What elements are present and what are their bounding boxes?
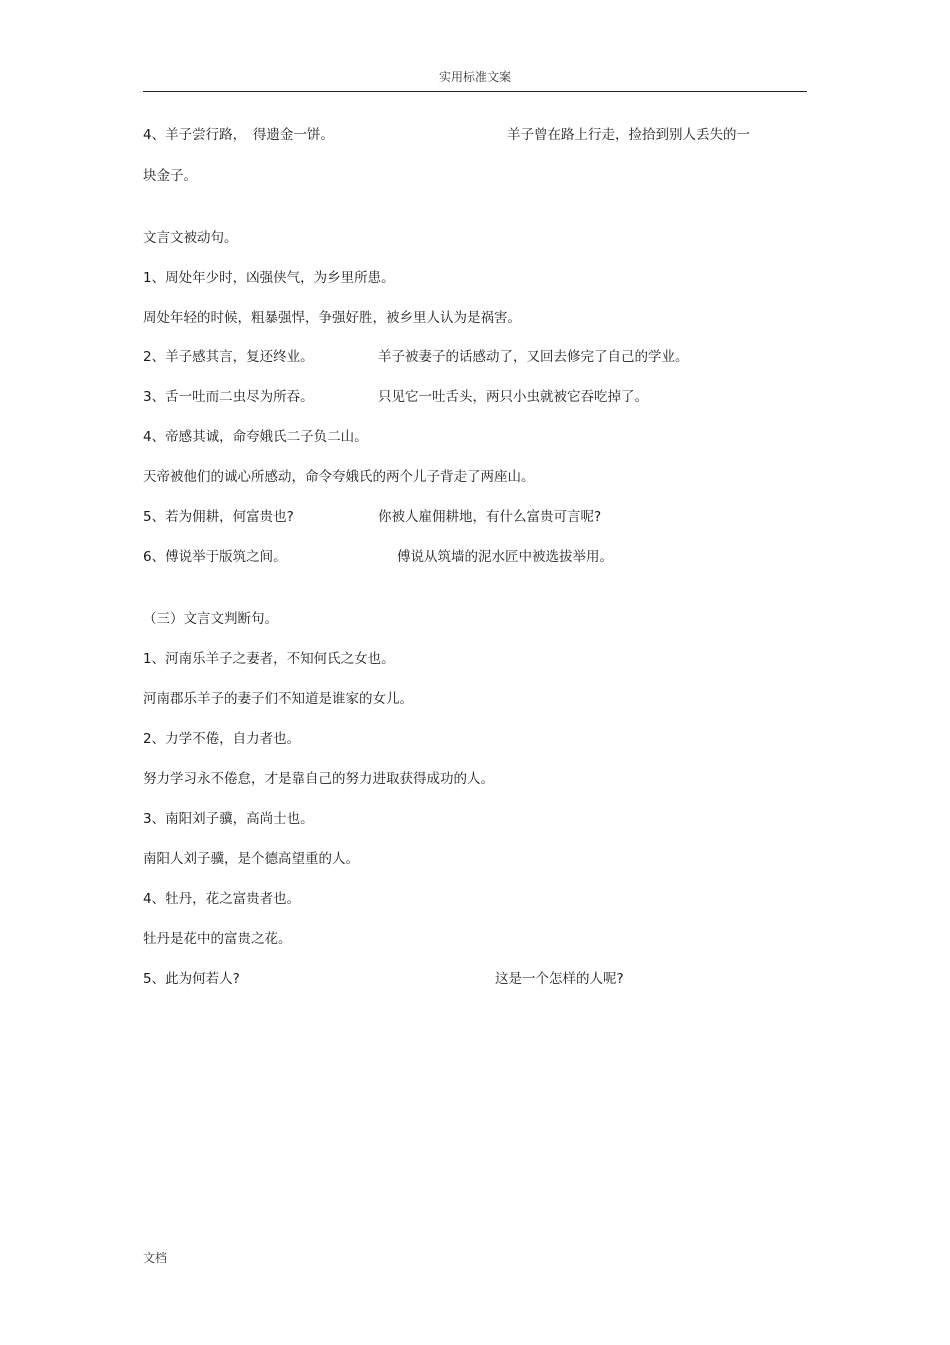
judgment-item-3-source: 3、南阳刘子骥，高尚士也。 bbox=[143, 811, 314, 827]
judgment-heading: （三）文言文判断句。 bbox=[143, 611, 278, 627]
passive-item-5-translation: 你被人雇佣耕地，有什么富贵可言呢? bbox=[378, 509, 602, 525]
passive-item-3-translation: 只见它一吐舌头，两只小虫就被它吞吃掉了。 bbox=[378, 389, 648, 405]
judgment-item-2-translation: 努力学习永不倦怠，才是靠自己的努力进取获得成功的人。 bbox=[143, 771, 494, 787]
judgment-item-1-translation: 河南郡乐羊子的妻子们不知道是谁家的女儿。 bbox=[143, 691, 413, 707]
passive-item-2-source: 2、羊子感其言，复还终业。 bbox=[143, 349, 314, 365]
header-divider bbox=[143, 91, 807, 92]
top-item-source: 4、羊子尝行路， 得遗金一饼。 bbox=[143, 127, 334, 143]
top-item-translation-cont: 块金子。 bbox=[143, 168, 197, 184]
passive-item-3-source: 3、舌一吐而二虫尽为所吞。 bbox=[143, 389, 314, 405]
passive-item-5-source: 5、若为佣耕，何富贵也? bbox=[143, 509, 294, 525]
page-header: 实用标准文案 bbox=[438, 70, 511, 84]
passive-item-6-translation: 傅说从筑墙的泥水匠中被选拔举用。 bbox=[397, 549, 613, 565]
passive-item-4-source: 4、帝感其诚，命夸娥氏二子负二山。 bbox=[143, 429, 368, 445]
passive-item-2-translation: 羊子被妻子的话感动了，又回去修完了自己的学业。 bbox=[378, 349, 689, 365]
judgment-item-3-translation: 南阳人刘子骥，是个德高望重的人。 bbox=[143, 851, 359, 867]
passive-item-1-source: 1、周处年少时，凶强侠气，为乡里所患。 bbox=[143, 270, 395, 286]
page-footer: 文档 bbox=[143, 1251, 168, 1265]
passive-item-6-source: 6、傅说举于版筑之间。 bbox=[143, 549, 287, 565]
passive-heading: 文言文被动句。 bbox=[143, 230, 238, 246]
judgment-item-4-source: 4、牡丹，花之富贵者也。 bbox=[143, 891, 301, 907]
passive-item-4-translation: 天帝被他们的诚心所感动，命令夸娥氏的两个儿子背走了两座山。 bbox=[143, 469, 535, 485]
judgment-item-5-source: 5、此为何若人? bbox=[143, 971, 240, 987]
judgment-item-1-source: 1、河南乐羊子之妻者，不知何氏之女也。 bbox=[143, 651, 395, 667]
judgment-item-5-translation: 这是一个怎样的人呢? bbox=[495, 971, 624, 987]
passive-item-1-translation: 周处年轻的时候，粗暴强悍，争强好胜，被乡里人认为是祸害。 bbox=[143, 310, 521, 326]
judgment-item-2-source: 2、力学不倦，自力者也。 bbox=[143, 731, 301, 747]
judgment-item-4-translation: 牡丹是花中的富贵之花。 bbox=[143, 931, 292, 947]
top-item-translation: 羊子曾在路上行走，捡拾到别人丢失的一 bbox=[507, 127, 750, 143]
